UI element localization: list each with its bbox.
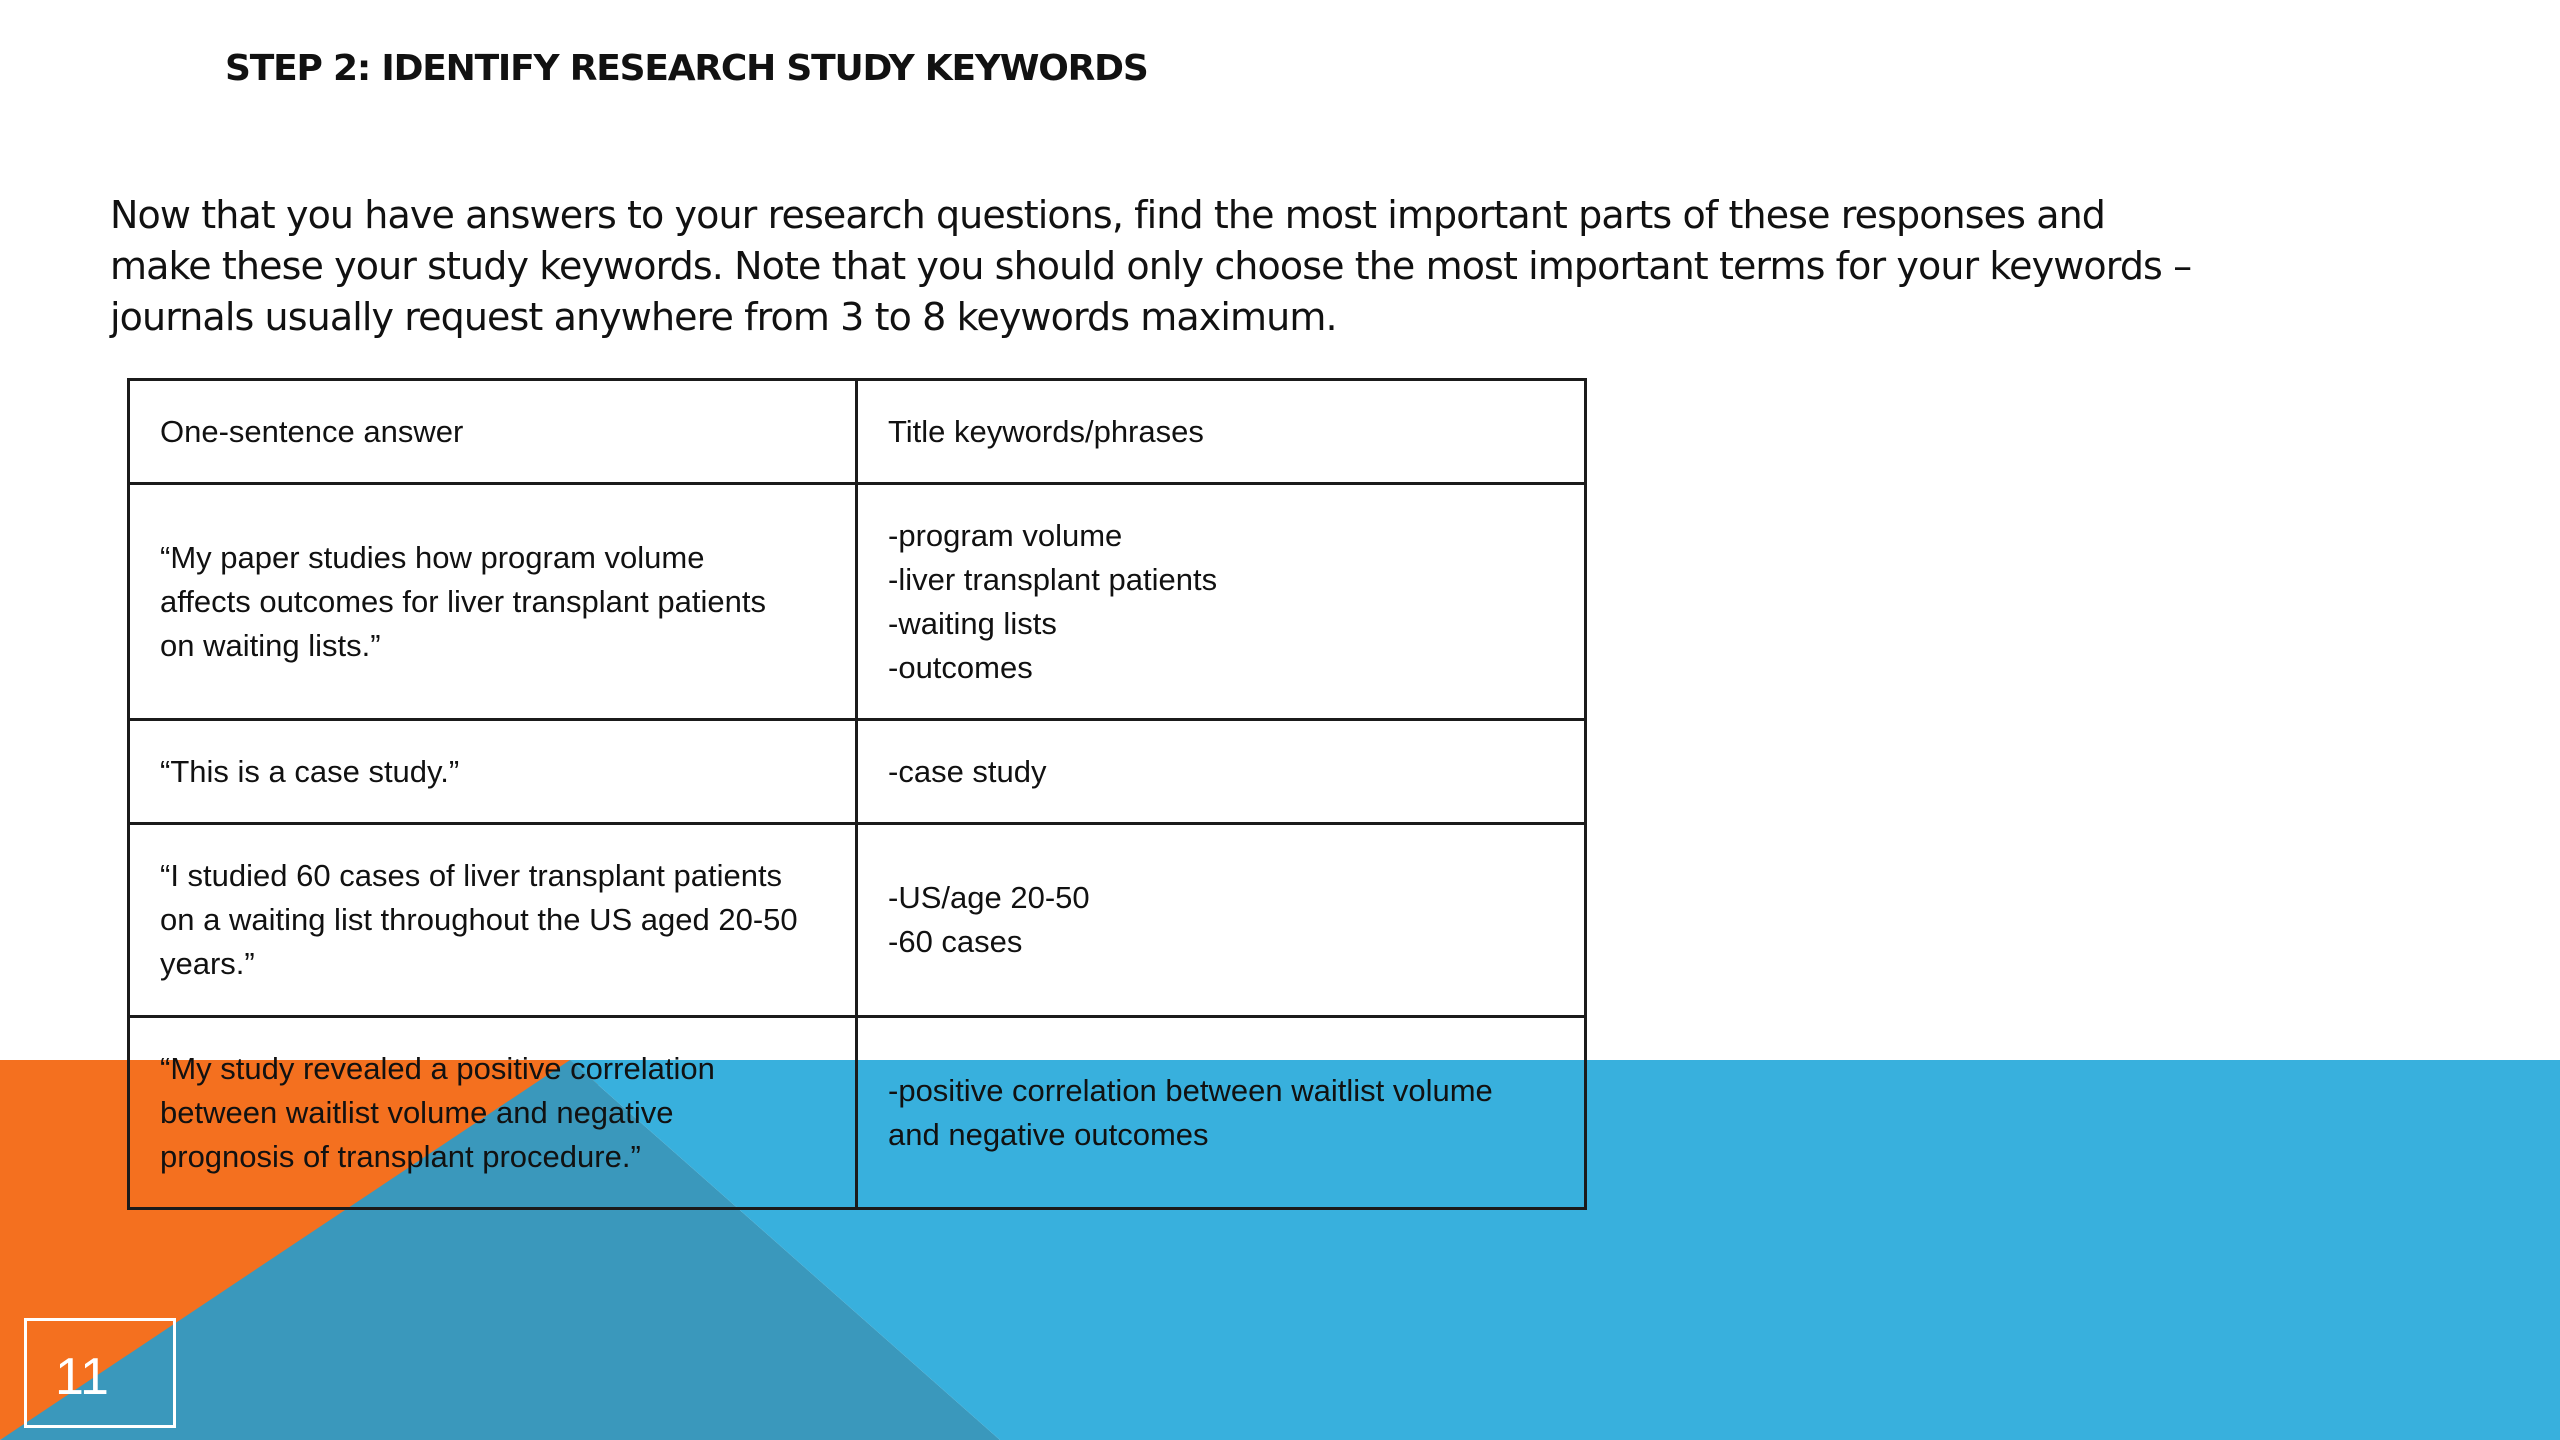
answer-line: on waiting lists.” xyxy=(160,627,381,663)
answer-cell xyxy=(129,484,857,720)
keywords-cell xyxy=(857,1017,1586,1209)
table-row xyxy=(129,720,1586,824)
intro-line: journals usually request anywhere from 3 to 8 keywords maximum. xyxy=(110,295,1337,339)
page-number: 11 xyxy=(55,1348,109,1406)
table-header-cell xyxy=(129,380,857,484)
header-answer: One-sentence answer xyxy=(160,413,464,449)
answer-line: prognosis of transplant procedure.” xyxy=(160,1138,641,1174)
keyword-line: -US/age 20-50 xyxy=(888,880,1090,915)
keyword-line: -positive correlation between waitlist volume xyxy=(888,1072,1493,1108)
answer-cell xyxy=(129,720,857,824)
answer-line: between waitlist volume and negative xyxy=(160,1094,674,1130)
table-header-cell xyxy=(857,380,1586,484)
answer-line: “My study revealed a positive correlation xyxy=(160,1050,715,1086)
keyword-line: -60 cases xyxy=(888,924,1023,959)
answer-line: “I studied 60 cases of liver transplant patients xyxy=(160,858,783,893)
keyword-line: -program volume xyxy=(888,517,1123,553)
intro-paragraph xyxy=(110,190,2250,343)
keyword-line: -waiting lists xyxy=(888,605,1057,641)
page-number-box xyxy=(24,1318,176,1428)
keywords-cell xyxy=(857,720,1586,824)
answer-line: “My paper studies how program volume xyxy=(160,539,705,575)
table-header-row xyxy=(129,380,1586,484)
keyword-line: and negative outcomes xyxy=(888,1116,1209,1152)
table-row xyxy=(129,824,1586,1017)
table-row xyxy=(129,1017,1586,1209)
keyword-line: -outcomes xyxy=(888,649,1033,685)
answer-line: “This is a case study.” xyxy=(160,753,460,789)
answer-cell xyxy=(129,1017,857,1209)
keywords-table xyxy=(127,378,1587,1210)
answer-line: years.” xyxy=(160,946,255,981)
keywords-cell xyxy=(857,484,1586,720)
intro-line: make these your study keywords. Note that you should only choose the most important terms for your keywords – xyxy=(110,244,2192,288)
slide-title: STEP 2: IDENTIFY RESEARCH STUDY KEYWORDS xyxy=(225,48,1148,89)
header-keywords: Title keywords/phrases xyxy=(888,413,1204,449)
keyword-line: -liver transplant patients xyxy=(888,561,1218,597)
keywords-cell xyxy=(857,824,1586,1017)
answer-cell xyxy=(129,824,857,1017)
answer-line: affects outcomes for liver transplant patients xyxy=(160,583,766,619)
intro-line: Now that you have answers to your research questions, find the most important parts of these responses and xyxy=(110,193,2105,237)
keyword-line: -case study xyxy=(888,753,1047,789)
answer-line: on a waiting list throughout the US aged 20-50 xyxy=(160,902,798,937)
table-row xyxy=(129,484,1586,720)
